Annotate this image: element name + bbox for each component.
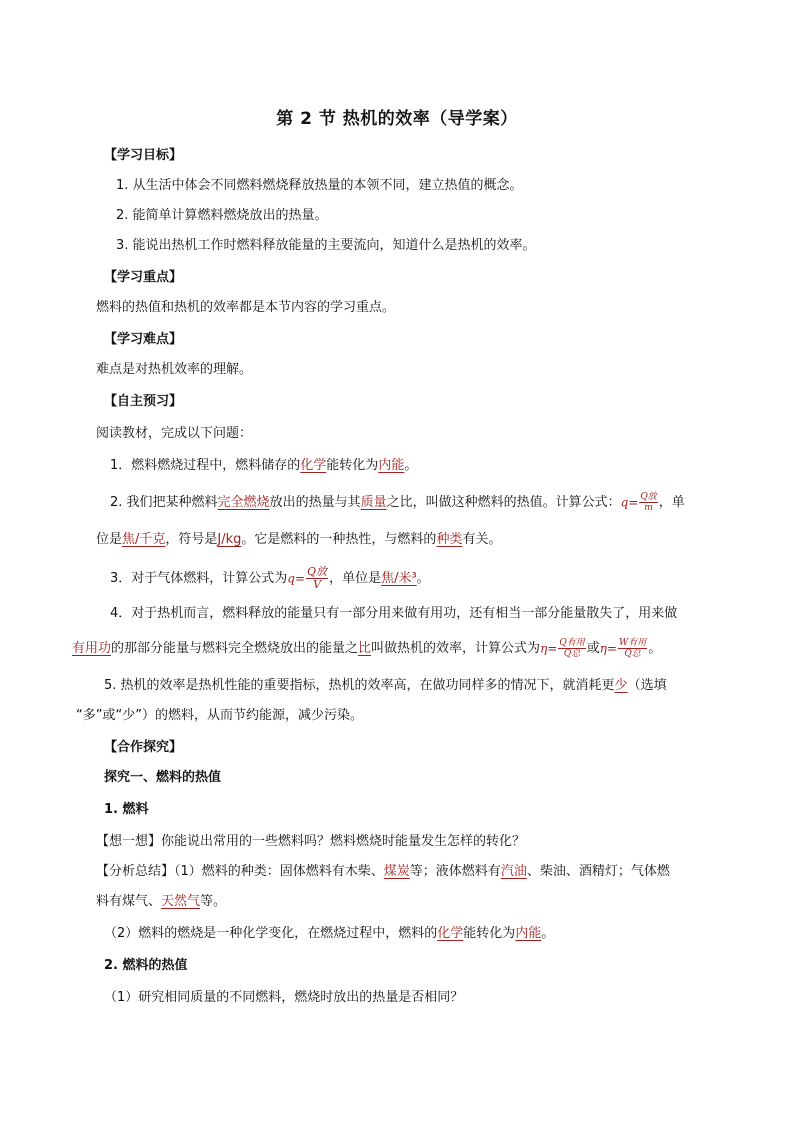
question-1: 1．燃料燃烧过程中，燃料储存的化学能转化为内能。	[110, 458, 418, 473]
formula-lhs: η=	[599, 641, 617, 656]
hard-text: 难点是对热机效率的理解。	[96, 362, 253, 377]
answer-blank: 汽油	[500, 864, 527, 879]
summary-line-3: （2）燃料的燃烧是一种化学变化，在燃烧过程中，燃料的化学能转化为内能。	[104, 926, 555, 941]
efficiency-formula-1: $\frac{\text{Q有用}}{\text{Q总}}$	[559, 638, 585, 659]
goal-item-2: 2. 能简单计算燃料燃烧放出的热量。	[116, 208, 328, 223]
answer-blank: 化学	[300, 458, 327, 473]
goal-item-3: 3. 能说出热机工作时燃料释放能量的主要流向，知道什么是热机的效率。	[116, 238, 536, 253]
answer-blank: 内能	[515, 926, 542, 941]
answer-blank: 天然气	[161, 894, 201, 909]
answer-blank: 焦/千克	[122, 532, 166, 547]
answer-blank: J/kg	[217, 532, 242, 547]
summary-line-1: 【分析总结】（1）燃料的种类：固体燃料有木柴、煤炭等；液体燃料有汽油、柴油、酒精灯；气体燃	[96, 864, 670, 879]
answer-blank: 煤炭	[383, 864, 410, 879]
answer-blank: 比	[358, 641, 372, 656]
subsection-heat-value: 2. 燃料的热值	[104, 958, 188, 973]
question-2-line-2: 位是焦/千克，符号是J/kg。它是燃料的一种热性，与燃料的种类有关。	[96, 532, 502, 547]
summary-line-2: 料有煤气、天然气等。	[96, 894, 227, 909]
answer-blank: 焦/米³	[381, 571, 417, 586]
answer-blank: 有用功	[72, 641, 112, 656]
efficiency-formula-2: $\frac{\text{W有用}}{\text{Q总}}$	[618, 638, 647, 659]
question-5-line-1: 5. 热机的效率是热机性能的重要指标，热机的效率高，在做功同样多的情况下，就消耗更少（选填	[104, 678, 667, 693]
question-3: 3．对于气体燃料，计算公式为q= $\frac{\text{Q放}}{V}$ ，单位是焦/米³。	[110, 565, 430, 591]
key-text: 燃料的热值和热机的效率都是本节内容的学习重点。	[96, 300, 396, 315]
answer-blank: 完全燃烧	[217, 495, 270, 510]
preview-heading: 【自主预习】	[104, 394, 183, 409]
key-heading: 【学习重点】	[104, 270, 183, 285]
page-title: 第 2 节 热机的效率（导学案）	[276, 109, 518, 129]
gas-heat-value-formula: $\frac{\text{Q放}}{V}$	[307, 565, 328, 591]
answer-blank: 种类	[436, 532, 463, 547]
question-4-line-2: 有用功的那部分能量与燃料完全燃烧放出的能量之比叫做热机的效率，计算公式为η= $\frac{\text{Q有用}}{\text{Q总}}$ 或η= $\frac{\text{W有用}}{\text{Q总}}$ 。	[72, 638, 662, 659]
subsection-fuel: 1. 燃料	[104, 802, 149, 817]
research-question: （1）研究相同质量的不同燃料，燃烧时放出的热量是否相同？	[104, 990, 464, 1005]
hard-heading: 【学习难点】	[104, 332, 183, 347]
formula-lhs: η=	[540, 641, 558, 656]
explore-1-heading: 探究一、燃料的热值	[104, 770, 222, 785]
preview-intro: 阅读教材，完成以下问题：	[96, 426, 253, 441]
goal-item-1: 1. 从生活中体会不同燃料燃烧释放热量的本领不同，建立热值的概念。	[116, 178, 523, 193]
question-5-line-2: “多”或“少”）的燃料，从而节约能源，减少污染。	[76, 708, 363, 723]
question-4-line-1: 4．对于热机而言，燃料释放的能量只有一部分用来做有用功，还有相当一部分能量散失了，用来做	[110, 606, 678, 621]
question-2-line-1: 2. 我们把某种燃料完全燃烧放出的热量与其质量之比，叫做这种燃料的热值。计算公式：q= $\frac{\text{Q放}}{m}$ ，单	[110, 492, 685, 513]
think-prompt: 【想一想】你能说出常用的一些燃料吗？燃料燃烧时能量发生怎样的转化？	[96, 834, 526, 849]
heat-value-formula: $\frac{\text{Q放}}{m}$	[640, 492, 657, 513]
formula-lhs: q=	[287, 571, 306, 586]
answer-blank: 内能	[378, 458, 405, 473]
goals-heading: 【学习目标】	[104, 148, 183, 163]
answer-blank: 少	[614, 678, 628, 693]
answer-blank: 化学	[437, 926, 464, 941]
answer-blank: 质量	[360, 495, 387, 510]
coop-heading: 【合作探究】	[104, 740, 183, 755]
formula-lhs: q=	[620, 495, 639, 510]
